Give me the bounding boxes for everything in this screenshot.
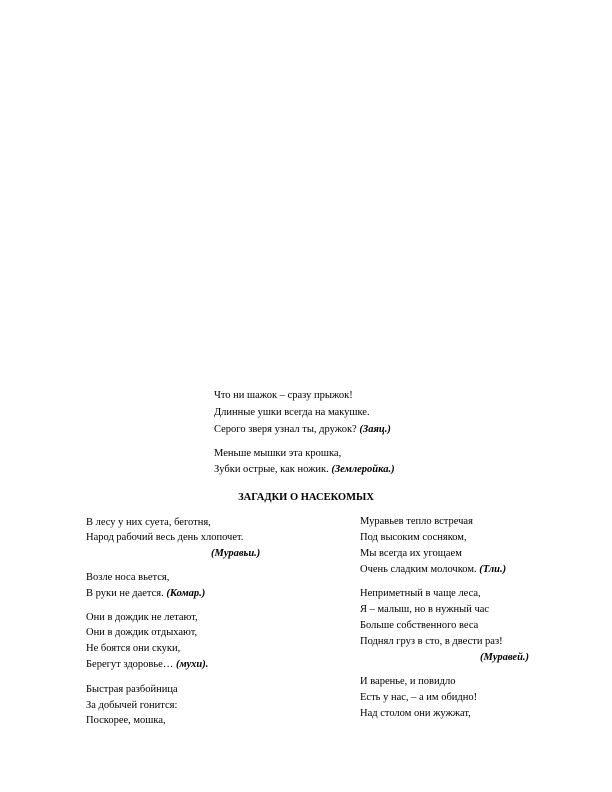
riddle-line: Муравьев тепло встречая: [360, 516, 473, 527]
riddle-line: Над столом они жужжат,: [360, 708, 471, 719]
riddle-text: Берегут здоровье…: [86, 659, 174, 670]
riddle-line: За добычей гонится:: [86, 700, 178, 711]
riddle-line: В лесу у них суета, беготня,: [86, 517, 211, 528]
riddle-line: Поскорее, мошка,: [86, 715, 166, 726]
riddle-line: [86, 658, 208, 672]
riddle-answer: (Землеройка.): [331, 464, 395, 475]
riddle-answer: (Тли.): [479, 564, 507, 575]
riddle-line: Больше собственного веса: [360, 620, 479, 631]
riddle-text: Очень сладким молочком.: [360, 564, 477, 575]
riddle-line: И варенье, и повидло: [360, 676, 456, 687]
riddle-text: В руки не дается.: [86, 588, 164, 599]
riddle-line: Под высоким сосняком,: [360, 532, 467, 543]
riddle-line: Есть у нас, – а им обидно!: [360, 692, 478, 703]
riddle-line: Быстрая разбойница: [86, 684, 178, 695]
riddle-line: Поднял груз в сто, в двести раз!: [360, 636, 503, 647]
riddle-line: Они в дождик отдыхают,: [86, 627, 198, 638]
riddle-answer: (мухи).: [175, 659, 209, 670]
riddle-line: [214, 463, 395, 477]
riddle-answer: (Заяц.): [359, 424, 391, 435]
riddle-line: Они в дождик не летают,: [86, 612, 198, 623]
riddle-line: [360, 563, 506, 577]
section-title: ЗАГАДКИ О НАСЕКОМЫХ: [238, 492, 374, 503]
riddle-line: Я – малыш, но в нужный час: [360, 604, 490, 615]
riddle-answer: (Муравей.): [480, 652, 530, 663]
riddle-line: Неприметный в чаще леса,: [360, 588, 481, 599]
riddle-line: Длинные ушки всегда на макушке.: [214, 407, 370, 418]
riddle-answer: (Муравьи.): [211, 548, 261, 559]
riddle-line: Меньше мышки эта крошка,: [214, 448, 342, 459]
riddle-line: [214, 423, 391, 437]
riddle-line: [86, 587, 205, 601]
riddle-line: Народ рабочий весь день хлопочет.: [86, 532, 244, 543]
riddle-line: Возле носа вьется,: [86, 572, 170, 583]
riddle-text: Серого зверя узнал ты, дружок?: [214, 424, 357, 435]
riddle-line: Что ни шажок – сразу прыжок!: [214, 390, 353, 401]
riddle-line: Не боятся они скуки,: [86, 643, 181, 654]
riddle-answer: (Комар.): [166, 588, 206, 599]
riddle-line: Мы всегда их угощаем: [360, 548, 462, 559]
riddle-text: Зубки острые, как ножик.: [214, 464, 329, 475]
